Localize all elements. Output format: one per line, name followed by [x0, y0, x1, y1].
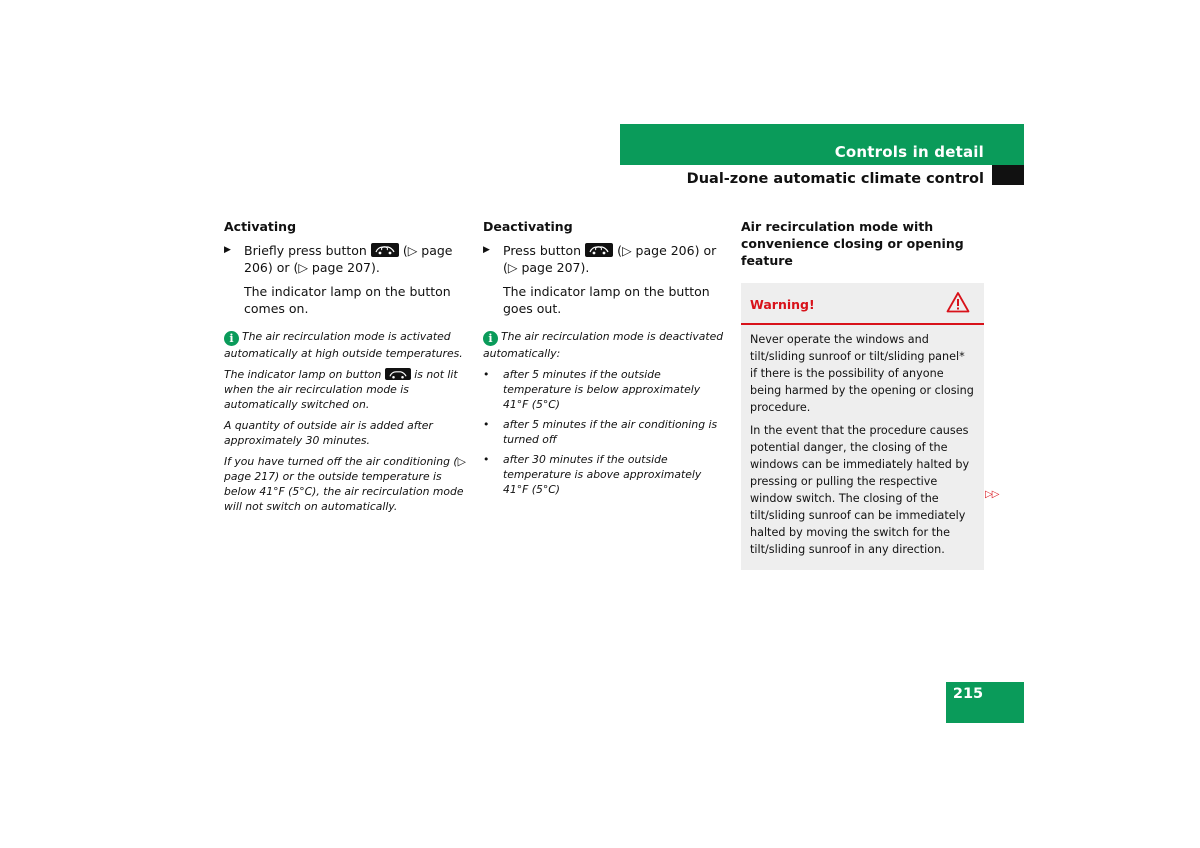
list-item: [483, 367, 727, 412]
warning-paragraph-1: Never operate the windows and tilt/sliding sunroof or tilt/sliding panel* if there is the possibility of anyone being harmed by the opening or closing procedure.: [750, 333, 974, 414]
step-result: The indicator lamp on the button goes out.: [503, 284, 710, 316]
section-title: Dual-zone automatic climate control: [686, 171, 984, 187]
page-number: 215: [952, 686, 984, 702]
heading-recirculation-convenience: Air recirculation mode with convenience closing or opening feature: [741, 219, 964, 268]
heading-deactivating: Deactivating: [483, 219, 573, 234]
warning-label: Warning!: [750, 296, 815, 312]
column-recirculation-convenience: [741, 218, 984, 570]
list-item-text: after 5 minutes if the outside temperature is below approximately 41°F (5°C): [503, 368, 701, 411]
list-item: [483, 417, 727, 447]
recirculation-button-icon: [385, 368, 411, 380]
info-note-1: [224, 329, 468, 361]
info-icon: i: [483, 331, 498, 346]
warning-body: [741, 325, 984, 558]
bullet-dot-icon: •: [483, 418, 490, 431]
column-activating: [224, 218, 468, 514]
warning-box: [741, 283, 984, 570]
step-activate: [224, 242, 468, 276]
list-item: [483, 452, 727, 497]
recirculation-button-icon: [585, 243, 613, 257]
step-arrow-icon: ▶: [483, 245, 490, 255]
step-text: [503, 242, 727, 276]
bullet-dot-icon: •: [483, 368, 490, 381]
continued-next-page-icon: ▷▷: [985, 489, 999, 500]
step-result: The indicator lamp on the button comes on.: [244, 284, 451, 316]
bullet-list: [483, 367, 727, 497]
info-note-text: The air recirculation mode is deactivated automatically:: [483, 330, 724, 360]
step-arrow-icon: ▶: [224, 245, 231, 255]
info-icon: i: [224, 331, 239, 346]
column-deactivating: [483, 218, 727, 502]
warning-paragraph-2: In the event that the procedure causes potential danger, the closing of the windows can be immediately halted by pressing or pulling the respective window switch. The closing of the tilt/sliding sunroof can be immediately halted by moving the switch for the tilt/sliding sunroof in any direction.: [750, 424, 970, 556]
step-text: [244, 242, 468, 276]
chapter-title: Controls in detail: [834, 143, 984, 161]
bullet-dot-icon: •: [483, 453, 490, 466]
info-note-4: If you have turned off the air conditioning (▷ page 217) or the outside temperature is below 41°F (5°C), the air recirculation mode will not switch on automatically.: [224, 455, 466, 513]
info-note-2-pre: The indicator lamp on button: [224, 368, 382, 381]
step-deactivate: [483, 242, 727, 276]
warning-triangle-icon: [946, 291, 970, 317]
warning-header: [741, 283, 984, 325]
step-text-post: (▷ page 206) or (▷ page 207).: [503, 243, 717, 275]
info-note-1-text: The air recirculation mode is activated automatically at high outside temperatures.: [224, 330, 463, 360]
section-tab-marker: [992, 165, 1024, 185]
info-note-3: A quantity of outside air is added after approximately 30 minutes.: [224, 419, 433, 447]
list-item-text: after 5 minutes if the air conditioning is turned off: [503, 418, 718, 446]
info-note-2: [224, 367, 468, 412]
recirculation-button-icon: [371, 243, 399, 257]
list-item-text: after 30 minutes if the outside temperature is above approximately 41°F (5°C): [503, 453, 702, 496]
step-text-pre: Briefly press button: [244, 243, 367, 258]
step-text-pre: Press button: [503, 243, 582, 258]
heading-activating: Activating: [224, 219, 297, 234]
info-note-2-post: is not lit when the air recirculation mode is automatically switched on.: [224, 368, 458, 411]
info-note: [483, 329, 727, 361]
step-text-post: (▷ page 206) or (▷ page 207).: [244, 243, 453, 275]
